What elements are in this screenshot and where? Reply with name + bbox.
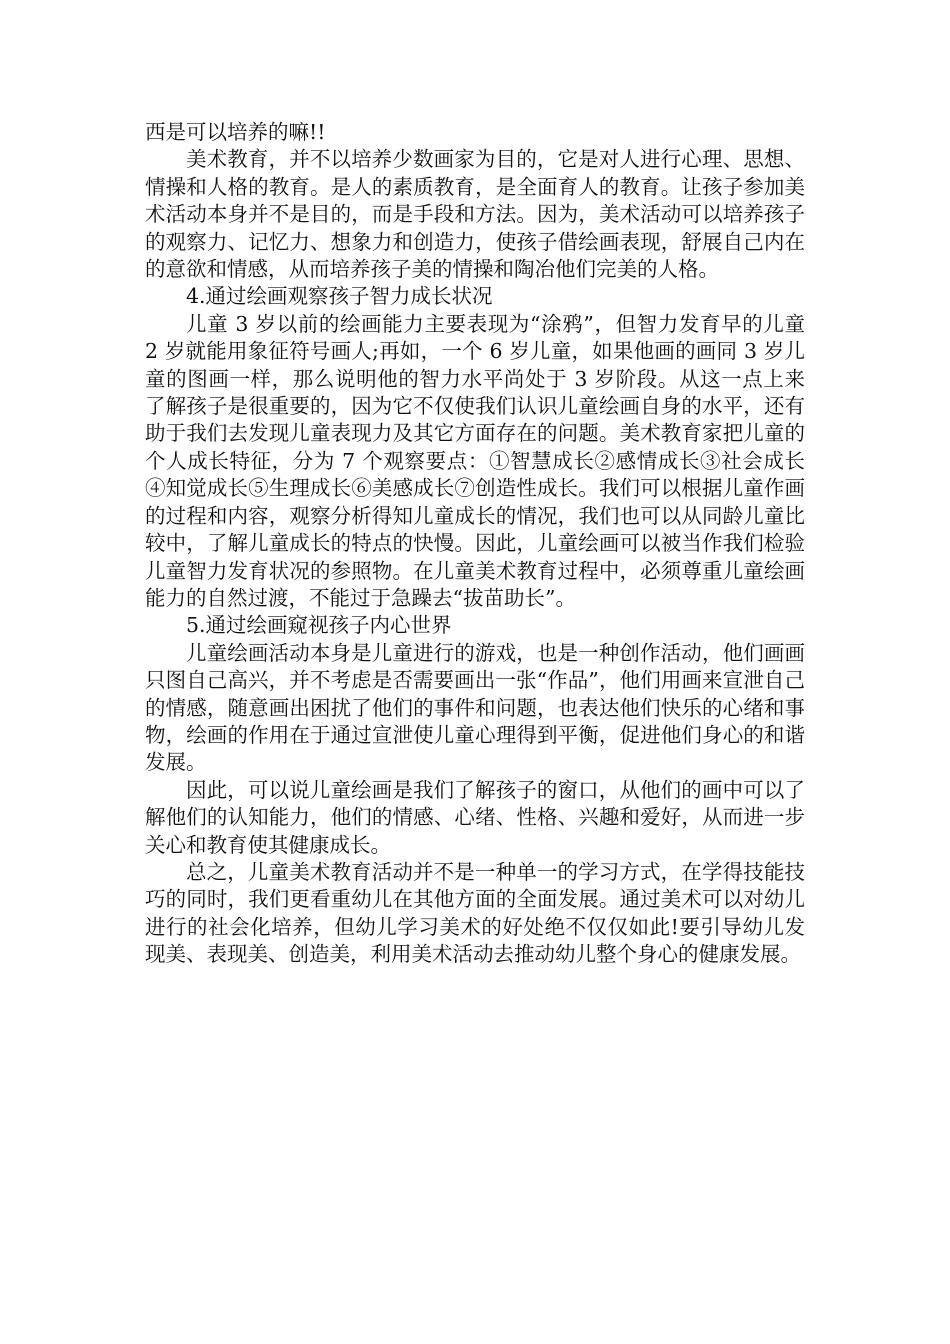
paragraph-window-to-child: 因此，可以说儿童绘画是我们了解孩子的窗口，从他们的画中可以了解他们的认知能力，他们的情感、心绪、性格、兴趣和爱好，从而进一步关心和教育使其健康成长。	[145, 777, 805, 857]
section-heading-4: 4.通过绘画观察孩子智力成长状况	[186, 284, 493, 309]
paragraph-intelligence-growth: 儿童 3 岁以前的绘画能力主要表现为“涂鸦”，但智力发育早的儿童 2 岁就能用象征符号画人;再如，一个 6 岁儿童，如果他画的画同 3 岁儿童的图画一样，那么说明他的智力水平尚处于 3 岁阶段。从这一点上来了解孩子是很重要的，因为它不仅使我们认识儿童绘画自身的水平，还有助于我们去发现儿童表现力及其它方面存在的问题。美术教育家把儿童的个人成长特征，分为 7 个观察要点：①智慧成长②感情成长③社会成长④知觉成长⑤生理成长⑥美感成长⑦创造性成长。我们可以根据儿童作画的过程和内容，观察分析得知儿童成长的情况，我们也可以从同龄儿童比较中，了解儿童成长的特点的快慢。因此，儿童绘画可以被当作我们检验儿童智力发育状况的参照物。在儿童美术教育过程中，必须尊重儿童绘画能力的自然过渡，不能过于急躁去“拔苗助长”。	[145, 311, 805, 610]
paragraph-inner-world: 儿童绘画活动本身是儿童进行的游戏，也是一种创作活动，他们画画只图自己高兴，并不考虑是否需要画出一张“作品”，他们用画来宣泄自己的情感，随意画出困扰了他们的事件和问题，也表达他们快乐的心绪和事物，绘画的作用在于通过宣泄使儿童心理得到平衡，促进他们身心的和谐发展。	[145, 640, 805, 775]
paragraph-continuation: 西是可以培养的嘛!!	[145, 120, 326, 144]
paragraph-art-education-purpose: 美术教育，并不以培养少数画家为目的，它是对人进行心理、思想、情操和人格的教育。是人的素质教育，是全面育人的教育。让孩子参加美术活动本身并不是目的，而是手段和方法。因为，美术活动可以培养孩子的观察力、记忆力、想象力和创造力，使孩子借绘画表现，舒展自己内在的意欲和情感，从而培养孩子美的情操和陶冶他们完美的人格。	[145, 147, 805, 282]
paragraph-conclusion: 总之，儿童美术教育活动并不是一种单一的学习方式，在学得技能技巧的同时，我们更看重幼儿在其他方面的全面发展。通过美术可以对幼儿进行的社会化培养，但幼儿学习美术的好处绝不仅仅如此!要引导幼儿发现美、表现美、创造美，利用美术活动去推动幼儿整个身心的健康发展。	[145, 859, 805, 967]
document-body	[145, 119, 805, 969]
section-heading-5: 5.通过绘画窥视孩子内心世界	[186, 613, 452, 638]
